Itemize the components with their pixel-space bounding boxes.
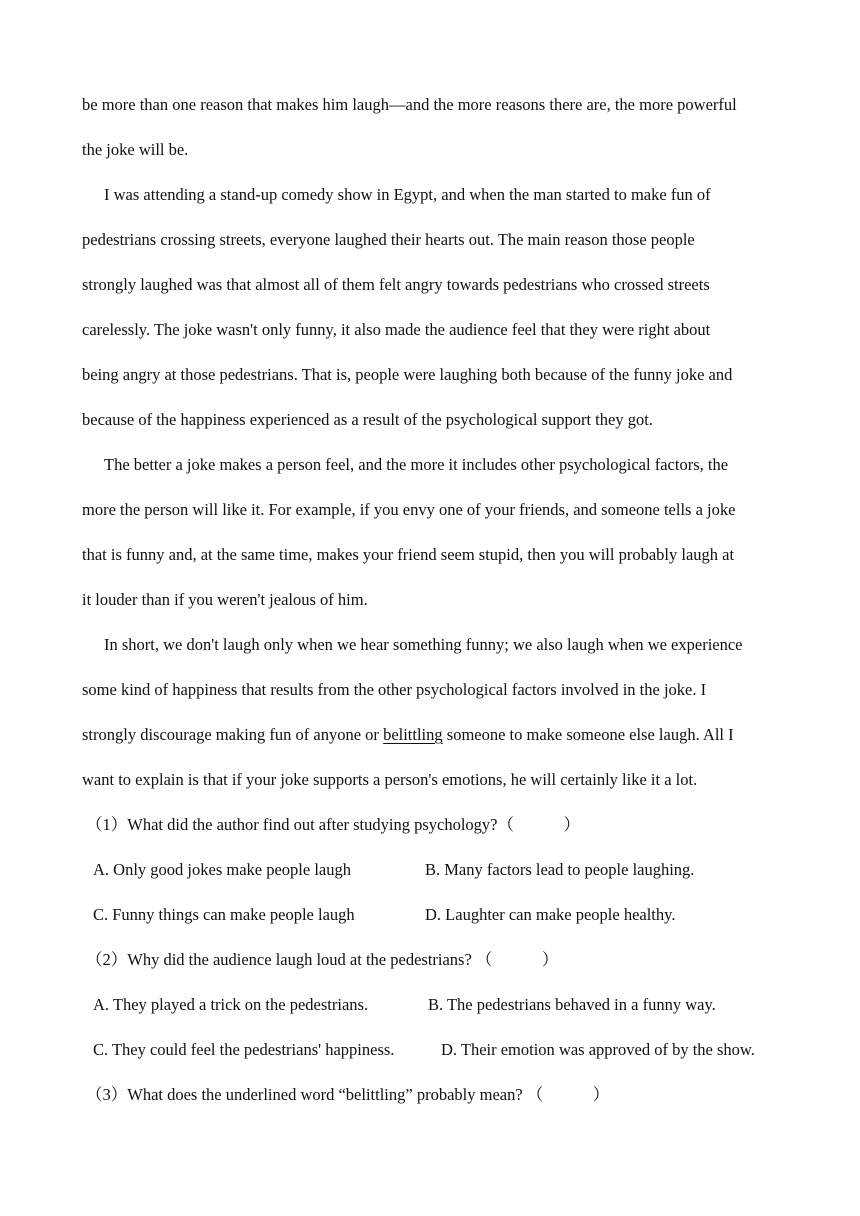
passage-text: strongly discourage making fun of anyone or (82, 725, 384, 744)
passage-line: that is funny and, at the same time, makes your friend seem stupid, then you will probably laugh at (82, 545, 735, 564)
question-1-option-d: D. Laughter can make people healthy. (425, 905, 676, 924)
passage-paragraph-start: I was attending a stand-up comedy show in Egypt, and when the man started to make fun of (104, 185, 711, 204)
passage-line: because of the happiness experienced as a result of the psychological support they got. (82, 410, 653, 429)
passage-line: pedestrians crossing streets, everyone laughed their hearts out. The main reason those people (82, 230, 695, 249)
passage-line: some kind of happiness that results from the other psychological factors involved in the joke. I (82, 680, 707, 699)
question-2-option-b: B. The pedestrians behaved in a funny way. (428, 995, 716, 1014)
underlined-word: belittling (383, 725, 443, 744)
passage-text: someone to make someone else laugh. All I (442, 725, 734, 744)
question-1-prompt: （1）What did the author find out after studying psychology?（ ） (86, 815, 581, 834)
question-1-option-a: A. Only good jokes make people laugh (93, 860, 351, 879)
passage-line: the joke will be. (82, 140, 189, 159)
question-1-option-c: C. Funny things can make people laugh (93, 905, 355, 924)
passage-line (82, 725, 734, 745)
question-2-option-c: C. They could feel the pedestrians' happiness. (93, 1040, 395, 1059)
passage-line: more the person will like it. For example, if you envy one of your friends, and someone tells a joke (82, 500, 736, 519)
passage-line: carelessly. The joke wasn't only funny, it also made the audience feel that they were right about (82, 320, 711, 339)
passage-paragraph-start: In short, we don't laugh only when we hear something funny; we also laugh when we experience (104, 635, 743, 654)
question-2-option-a: A. They played a trick on the pedestrians. (93, 995, 369, 1014)
question-2-option-d: D. Their emotion was approved of by the show. (441, 1040, 755, 1059)
passage-line: be more than one reason that makes him laugh—and the more reasons there are, the more powerful (82, 95, 737, 114)
passage-line: strongly laughed was that almost all of them felt angry towards pedestrians who crossed streets (82, 275, 710, 294)
question-1-option-b: B. Many factors lead to people laughing. (425, 860, 695, 879)
passage-line: want to explain is that if your joke supports a person's emotions, he will certainly like it a lot. (82, 770, 698, 789)
passage-paragraph-start: The better a joke makes a person feel, and the more it includes other psychological factors, the (104, 455, 729, 474)
question-2-prompt: （2）Why did the audience laugh loud at the pedestrians? （ ） (86, 950, 559, 969)
passage-line: it louder than if you weren't jealous of him. (82, 590, 368, 609)
question-3-prompt: （3）What does the underlined word “belittling” probably mean? （ ） (86, 1085, 610, 1104)
passage-line: being angry at those pedestrians. That is, people were laughing both because of the funny joke and (82, 365, 733, 384)
